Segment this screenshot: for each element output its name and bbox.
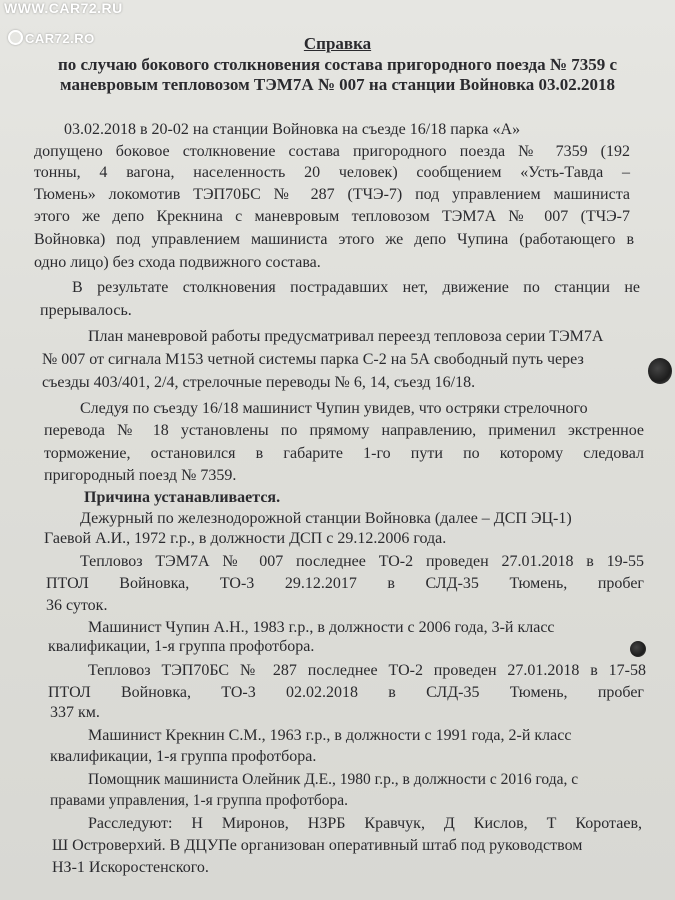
text-line: Машинист Крекнин С.М., 1963 г.р., в должности с 1991 года, 2-й класс xyxy=(88,727,572,744)
text-line: План маневровой работы предусматривал переезд тепловоза серии ТЭМ7А xyxy=(88,328,604,345)
text-line: Следуя по съезду 16/18 машинист Чупин увидев, что остряки стрелочного xyxy=(80,400,588,417)
text-line: ПТОЛ Войновка, ТО-3 02.02.2018 в СЛД-35 Тюмень, пробег xyxy=(48,684,644,701)
text-line: В результате столкновения пострадавших нет, движение по станции не xyxy=(72,279,640,296)
text-line: Дежурный по железнодорожной станции Войновка (далее – ДСП ЭЦ-1) xyxy=(80,510,572,527)
watermark-url: WWW.CAR72.RU xyxy=(4,0,123,16)
text-line: 03.02.2018 в 20-02 на станции Войновка на съезде 16/18 парка «А» xyxy=(64,121,521,138)
text-line: торможение, остановился в габарите 1-го пути по которому следовал xyxy=(44,445,644,462)
text-line: ПТОЛ Войновка, ТО-3 29.12.2017 в СЛД-35 Тюмень, пробег xyxy=(46,575,644,592)
text-line: правами управления, 1-я группа профотбора. xyxy=(50,792,348,809)
punch-hole-icon xyxy=(648,358,672,384)
text-line: квалификации, 1-я группа профотбора. xyxy=(50,748,317,765)
text-line: Ш Островерхий. В ДЦУПе организован оперативный штаб под руководством xyxy=(52,837,583,854)
document-title: Справка xyxy=(303,34,372,53)
document-subtitle-line-2: маневровым тепловозом ТЭМ7А № 007 на станции Войновка 03.02.2018 xyxy=(60,75,615,94)
text-line: перевода № 18 установлены по прямому направлению, применил экстренное xyxy=(44,422,644,439)
text-line: Помощник машиниста Олейник Д.Е., 1980 г.р., в должности с 2016 года, с xyxy=(88,771,579,788)
text-line: 337 км. xyxy=(50,704,100,721)
text-line: № 007 от сигнала М153 четной системы парка С-2 на 5А свободный путь через xyxy=(42,351,584,368)
text-line: Тепловоз ТЭМ7А № 007 последнее ТО-2 проведен 27.01.2018 в 19-55 xyxy=(80,553,644,570)
text-line: одно лицо) без схода подвижного состава. xyxy=(34,254,321,271)
text-line: съезды 403/401, 2/4, стрелочные переводы № 6, 14, съезд 16/18. xyxy=(42,374,476,391)
cause-heading: Причина устанавливается. xyxy=(84,489,281,506)
text-line: пригородный поезд № 7359. xyxy=(44,467,237,484)
text-line: Войновка) под управлением машиниста этого же депо Чупина (работающего в xyxy=(34,231,634,248)
text-line: тонны, 4 вагона, населенность 20 человек) сообщением «Усть-Тавда – xyxy=(34,164,630,181)
text-line: этого же депо Крекнина с маневровым тепловозом ТЭМ7А № 007 (ТЧЭ-7 xyxy=(34,208,630,225)
punch-hole-icon xyxy=(630,641,646,657)
text-line: прерывалось. xyxy=(40,302,132,319)
document-subtitle-line-1: по случаю бокового столкновения состава пригородного поезда № 7359 с xyxy=(57,55,618,74)
text-line: допущено боковое столкновение состава пригородного поезда № 7359 (192 xyxy=(34,143,630,160)
text-line: Гаевой А.И., 1972 г.р., в должности ДСП с 29.12.2006 года. xyxy=(44,530,447,547)
watermark-logo-text: CAR72.RO xyxy=(25,31,95,46)
text-line: Машинист Чупин А.Н., 1983 г.р., в должности с 2006 года, 3-й класс xyxy=(88,619,555,636)
text-line: Расследуют: Н Миронов, НЗРБ Кравчук, Д Кислов, Т Коротаев, xyxy=(88,815,642,832)
text-line: квалификации, 1-я группа профотбора. xyxy=(48,638,315,655)
text-line: НЗ-1 Искоростенского. xyxy=(52,859,209,876)
text-line: Тепловоз ТЭП70БС № 287 последнее ТО-2 проведен 27.01.2018 в 17-58 xyxy=(88,662,646,679)
text-line: Тюмень» локомотив ТЭП70БС № 287 (ТЧЭ-7) под управлением машиниста xyxy=(34,186,630,203)
text-line: 36 суток. xyxy=(46,597,108,614)
